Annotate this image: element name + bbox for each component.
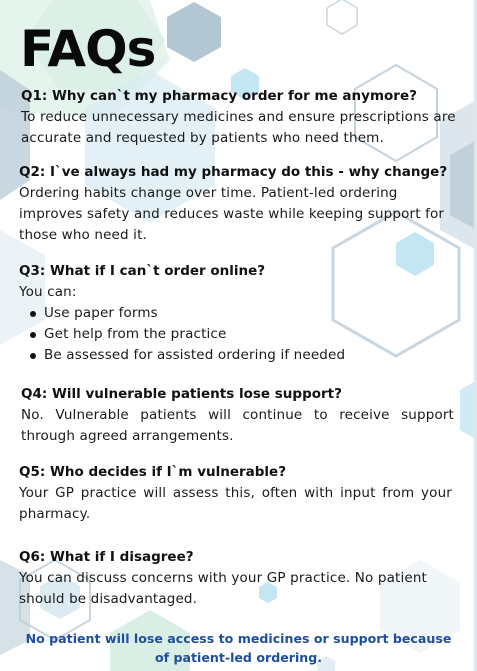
faq-question: Q1: Why can`t my pharmacy order for me anymore? — [21, 88, 417, 104]
faq-item-1 — [21, 86, 461, 149]
page-title: FAQs — [20, 20, 156, 78]
faq-answer: To reduce unnecessary medicines and ensure prescriptions are accurate and requested by patients who need them. — [21, 109, 456, 146]
faq-item-3 — [19, 261, 459, 366]
list-item: Get help from the practice — [19, 324, 459, 345]
faq-item-4 — [21, 384, 454, 447]
list-item: Be assessed for assisted ordering if needed — [19, 345, 459, 366]
faq-question: Q4: Will vulnerable patients lose support? — [21, 386, 342, 402]
options-list — [19, 303, 459, 366]
list-item: Use paper forms — [19, 303, 459, 324]
faq-item-6 — [19, 547, 453, 610]
faq-question: Q6: What if I disagree? — [19, 549, 194, 565]
footer-note: No patient will lose access to medicines or support because of patient-led ordering. — [25, 631, 452, 665]
faq-item-2 — [19, 162, 459, 246]
faq-question: Q3: What if I can`t order online? — [19, 263, 266, 279]
faq-answer: Your GP practice will assess this, often with input from your pharmacy. — [19, 485, 452, 522]
faq-item-5 — [19, 462, 452, 525]
faq-answer: Ordering habits change over time. Patient-led ordering improves safety and reduces waste while keeping support for those who need it. — [19, 185, 445, 243]
faq-answer: You can: — [19, 284, 77, 300]
faq-question: Q2: I`ve always had my pharmacy do this - why change? — [19, 164, 448, 180]
faq-answer: No. Vulnerable patients will continue to receive support through agreed arrangements. — [21, 407, 454, 444]
faq-answer: You can discuss concerns with your GP practice. No patient should be disadvantaged. — [19, 570, 427, 607]
faq-question: Q5: Who decides if I`m vulnerable? — [19, 464, 287, 480]
